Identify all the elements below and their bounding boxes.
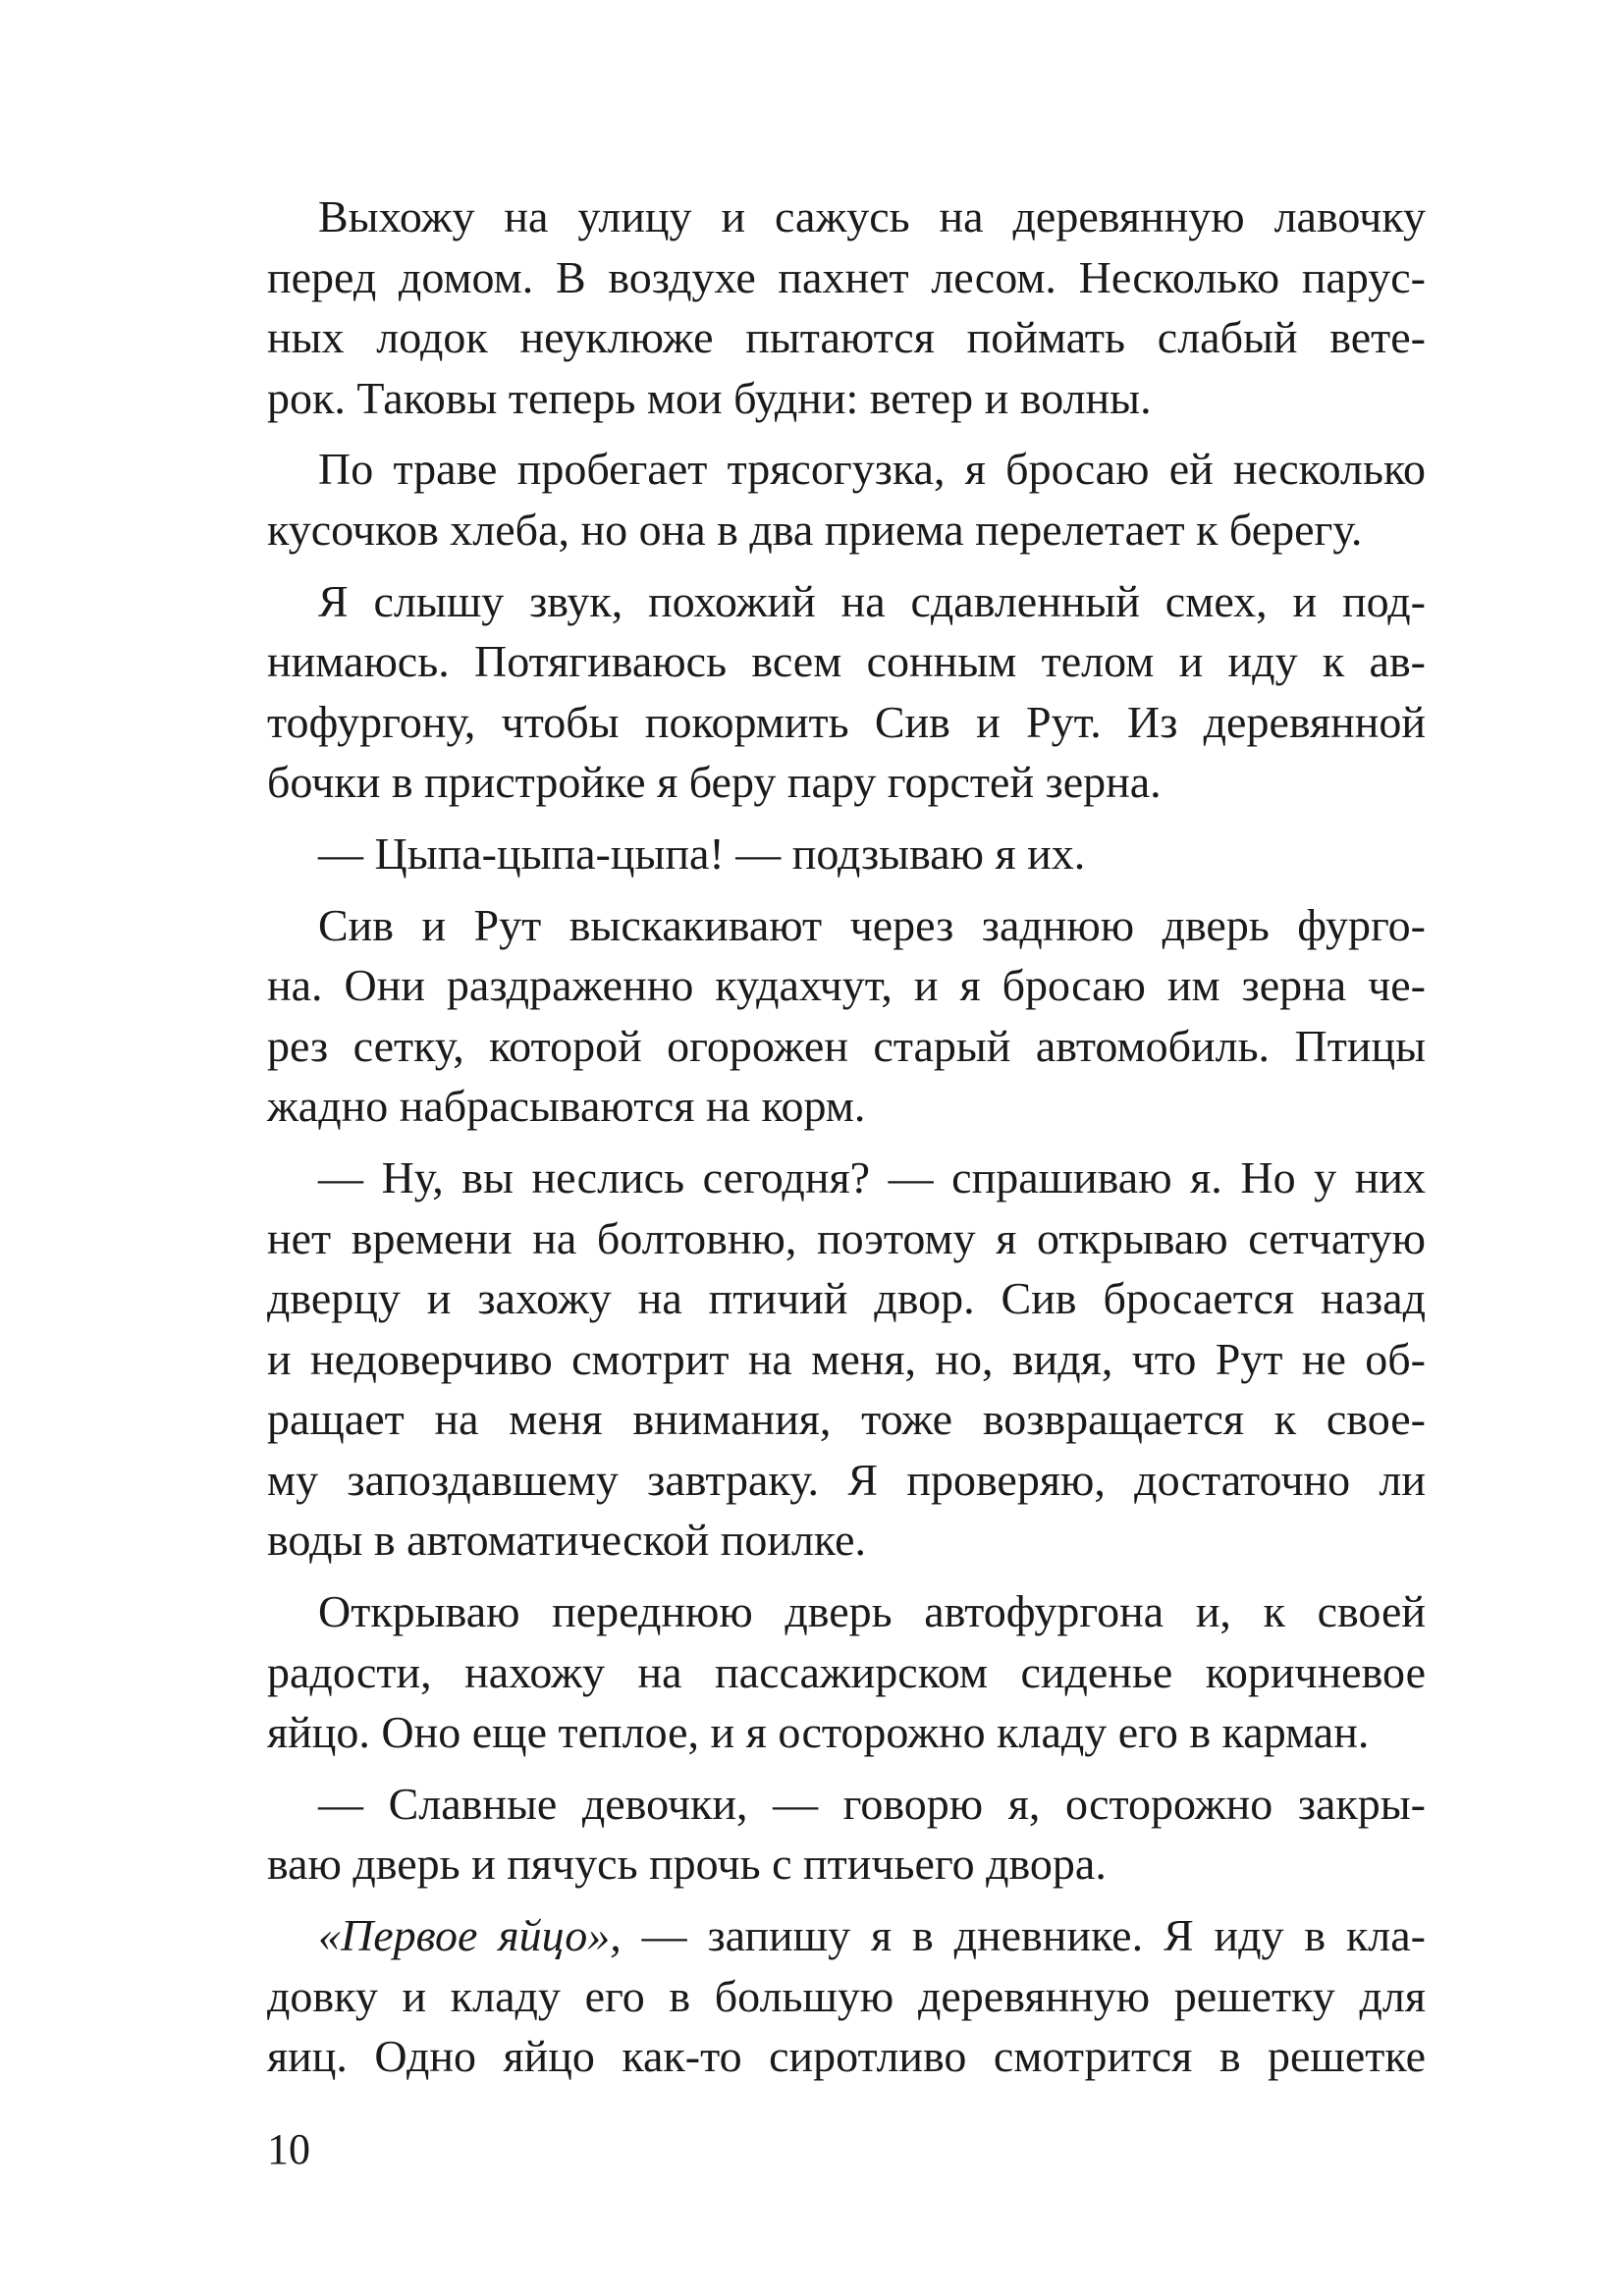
text-line: му запоздавшему завтраку. Я проверяю, достаточно ли	[267, 1454, 1426, 1505]
text-line: нимаюсь. Потягиваюсь всем сонным телом и иду к ав-	[267, 636, 1426, 687]
text-line: радости, нахожу на пассажирском сиденье коричневое	[267, 1646, 1426, 1697]
text-line: Сив и Рут выскакивают через заднюю дверь фурго-	[318, 899, 1426, 950]
text-line: тофургону, чтобы покормить Сив и Рут. Из деревянной	[267, 696, 1426, 747]
text-line: — Ну, вы неслись сегодня? — спрашиваю я. Но у них	[318, 1151, 1426, 1202]
text-line: яйцо. Оно еще теплое, и я осторожно кладу его в карман.	[267, 1707, 1370, 1758]
text-line: воды в автоматической поилке.	[267, 1515, 867, 1566]
text-line: на. Они раздраженно кудахчут, и я бросаю им зерна че-	[267, 960, 1426, 1011]
text-line: ращает на меня внимания, тоже возвращается к свое-	[267, 1394, 1426, 1445]
text-line: — Славные девочки, — говорю я, осторожно закры-	[318, 1778, 1426, 1829]
text-line: жадно набрасываются на корм.	[267, 1081, 866, 1132]
text-line: перед домом. В воздухе пахнет лесом. Несколько парус-	[267, 251, 1426, 302]
text-line: Открываю переднюю дверь автофургона и, к своей	[318, 1586, 1426, 1637]
text-line: кусочков хлеба, но она в два приема перелетает к берегу.	[267, 504, 1363, 555]
text-line: Я слышу звук, похожий на сдавленный смех, и под-	[318, 575, 1426, 626]
page-number: 10	[267, 2125, 310, 2173]
text-line: и недоверчиво смотрит на меня, но, видя, что Рут не об-	[267, 1333, 1426, 1384]
italic-quote: «Первое яйцо»,	[318, 1910, 622, 1961]
body-text	[267, 187, 1426, 2087]
text-line: бочки в пристройке я беру пару горстей зерна.	[267, 757, 1162, 808]
text-line: рок. Таковы теперь мои будни: ветер и волны.	[267, 372, 1152, 423]
text-line: рез сетку, которой огорожен старый автомобиль. Птицы	[267, 1020, 1426, 1071]
text-line: довку и кладу его в большую деревянную решетку для	[267, 1970, 1426, 2021]
text-line: яиц. Одно яйцо как-то сиротливо смотрится в решетке	[267, 2031, 1426, 2082]
text-line	[267, 1905, 1426, 1966]
text-line: нет времени на болтовню, поэтому я открываю сетчатую	[267, 1212, 1426, 1263]
text-line-rest: — запишу я в дневнике. Я иду в кла-	[621, 1910, 1427, 1961]
text-line: — Цыпа-цыпа-цыпа! — подзываю я их.	[318, 828, 1086, 879]
text-line: Выхожу на улицу и сажусь на деревянную лавочку	[318, 191, 1426, 241]
text-line: ных лодок неуклюже пытаются поймать слабый вете-	[267, 312, 1426, 363]
text-line: ваю дверь и пячусь прочь с птичьего двора.	[267, 1839, 1107, 1890]
text-line: По траве пробегает трясогузка, я бросаю ей несколько	[318, 444, 1426, 495]
text-line: дверцу и захожу на птичий двор. Сив бросается назад	[267, 1273, 1426, 1324]
